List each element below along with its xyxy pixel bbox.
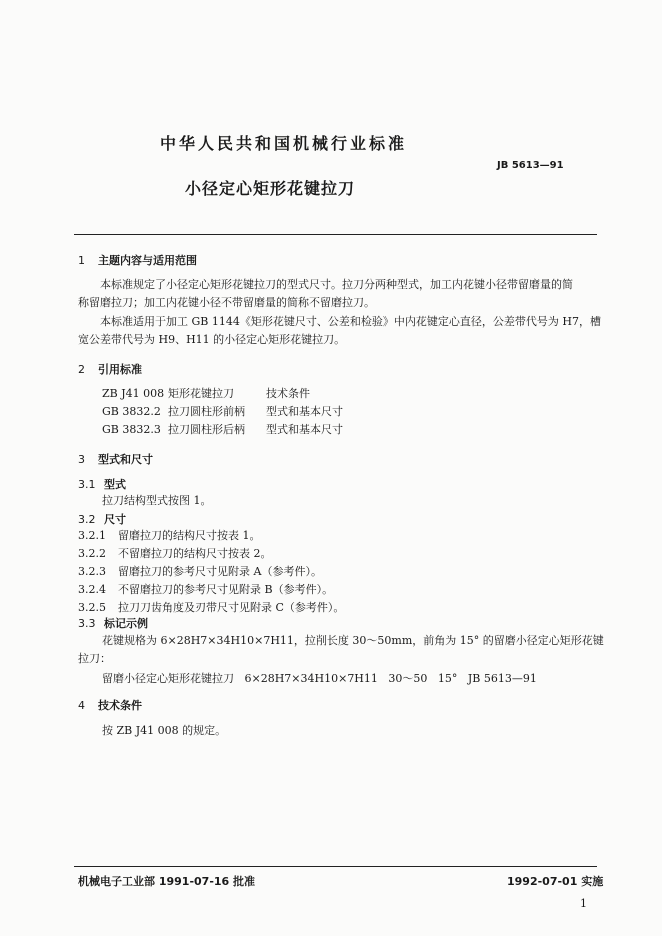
section-2-heading bbox=[78, 361, 142, 377]
clause-item bbox=[78, 545, 272, 563]
section-number: 3 bbox=[78, 453, 85, 466]
subsection-3-1-text: 拉刀结构型式按图 1。 bbox=[102, 494, 212, 507]
clause-text: 留磨拉刀的结构尺寸按表 1。 bbox=[118, 529, 261, 542]
section-title: 主题内容与适用范围 bbox=[98, 254, 197, 267]
clause-text: 不留磨拉刀的结构尺寸按表 2。 bbox=[118, 547, 272, 560]
subsection-3-2-heading bbox=[78, 511, 126, 527]
section-1-heading bbox=[78, 252, 197, 268]
page-number: 1 bbox=[580, 897, 587, 910]
clause-number: 3.2.1 bbox=[78, 529, 106, 542]
marking-example: 留磨小径定心矩形花键拉刀 6×28H7×34H10×7H11 30～50 15° JB 5613—91 bbox=[102, 672, 537, 685]
reference-name: 拉刀圆柱形后柄 bbox=[168, 423, 245, 436]
section-title: 引用标准 bbox=[98, 363, 142, 376]
section-3-heading bbox=[78, 451, 153, 467]
clause-text: 留磨拉刀的参考尺寸见附录 A（参考件）。 bbox=[118, 565, 322, 578]
header-rule bbox=[74, 234, 597, 235]
clause-item bbox=[78, 527, 261, 545]
subsection-title: 标记示例 bbox=[104, 617, 148, 630]
section-1-para2-line2: 宽公差带代号为 H9、H11 的小径定心矩形花键拉刀。 bbox=[78, 333, 346, 346]
reference-item bbox=[102, 385, 310, 403]
reference-desc: 技术条件 bbox=[266, 387, 310, 400]
section-number: 2 bbox=[78, 363, 85, 376]
approval-info: 机械电子工业部 1991-07-16 批准 bbox=[78, 875, 256, 888]
section-4-heading bbox=[78, 697, 142, 713]
reference-code: GB 3832.3 bbox=[102, 423, 161, 436]
reference-code: ZB J41 008 bbox=[102, 387, 165, 400]
subsection-number: 3.3 bbox=[78, 617, 96, 630]
section-1-para1-line2: 称留磨拉刀；加工内花键小径不带留磨量的简称不留磨拉刀。 bbox=[78, 296, 375, 309]
subsection-number: 3.2 bbox=[78, 513, 96, 526]
footer-rule bbox=[74, 866, 597, 867]
section-4-text: 按 ZB J41 008 的规定。 bbox=[102, 724, 227, 737]
clause-item bbox=[78, 581, 333, 599]
section-title: 技术条件 bbox=[98, 699, 142, 712]
reference-item bbox=[102, 403, 343, 421]
standard-title: 中华人民共和国机械行业标准 bbox=[160, 134, 408, 153]
reference-desc: 型式和基本尺寸 bbox=[266, 423, 343, 436]
reference-name: 拉刀圆柱形前柄 bbox=[168, 405, 245, 418]
reference-code: GB 3832.2 bbox=[102, 405, 161, 418]
section-1-para1-line1: 本标准规定了小径定心矩形花键拉刀的型式尺寸。拉刀分两种型式，加工内花键小径带留磨量的简 bbox=[100, 278, 573, 291]
subsection-number: 3.1 bbox=[78, 478, 96, 491]
marking-example-line2: 拉刀： bbox=[78, 652, 111, 665]
implementation-date: 1992-07-01 实施 bbox=[507, 875, 604, 888]
section-number: 1 bbox=[78, 254, 85, 267]
clause-number: 3.2.3 bbox=[78, 565, 106, 578]
section-1-para2-line1: 本标准适用于加工 GB 1144《矩形花键尺寸、公差和检验》中内花键定心直径，公差带代号为 H7，槽 bbox=[100, 315, 601, 328]
standard-number: JB 5613—91 bbox=[497, 160, 564, 171]
clause-item bbox=[78, 563, 322, 581]
subsection-3-3-heading bbox=[78, 615, 148, 631]
reference-name: 矩形花键拉刀 bbox=[168, 387, 234, 400]
section-number: 4 bbox=[78, 699, 85, 712]
reference-desc: 型式和基本尺寸 bbox=[266, 405, 343, 418]
subsection-3-1-heading bbox=[78, 476, 126, 492]
subsection-title: 型式 bbox=[104, 478, 126, 491]
marking-example-line1: 花键规格为 6×28H7×34H10×7H11，拉削长度 30～50mm，前角为 15° 的留磨小径定心矩形花键 bbox=[102, 634, 604, 647]
clause-number: 3.2.2 bbox=[78, 547, 106, 560]
subsection-title: 尺寸 bbox=[104, 513, 126, 526]
clause-number: 3.2.5 bbox=[78, 601, 106, 614]
reference-item bbox=[102, 421, 343, 439]
document-title: 小径定心矩形花键拉刀 bbox=[185, 179, 356, 198]
clause-text: 拉刀刀齿角度及刃带尺寸见附录 C（参考件）。 bbox=[118, 601, 345, 614]
section-title: 型式和尺寸 bbox=[98, 453, 153, 466]
clause-text: 不留磨拉刀的参考尺寸见附录 B（参考件）。 bbox=[118, 583, 334, 596]
clause-number: 3.2.4 bbox=[78, 583, 106, 596]
